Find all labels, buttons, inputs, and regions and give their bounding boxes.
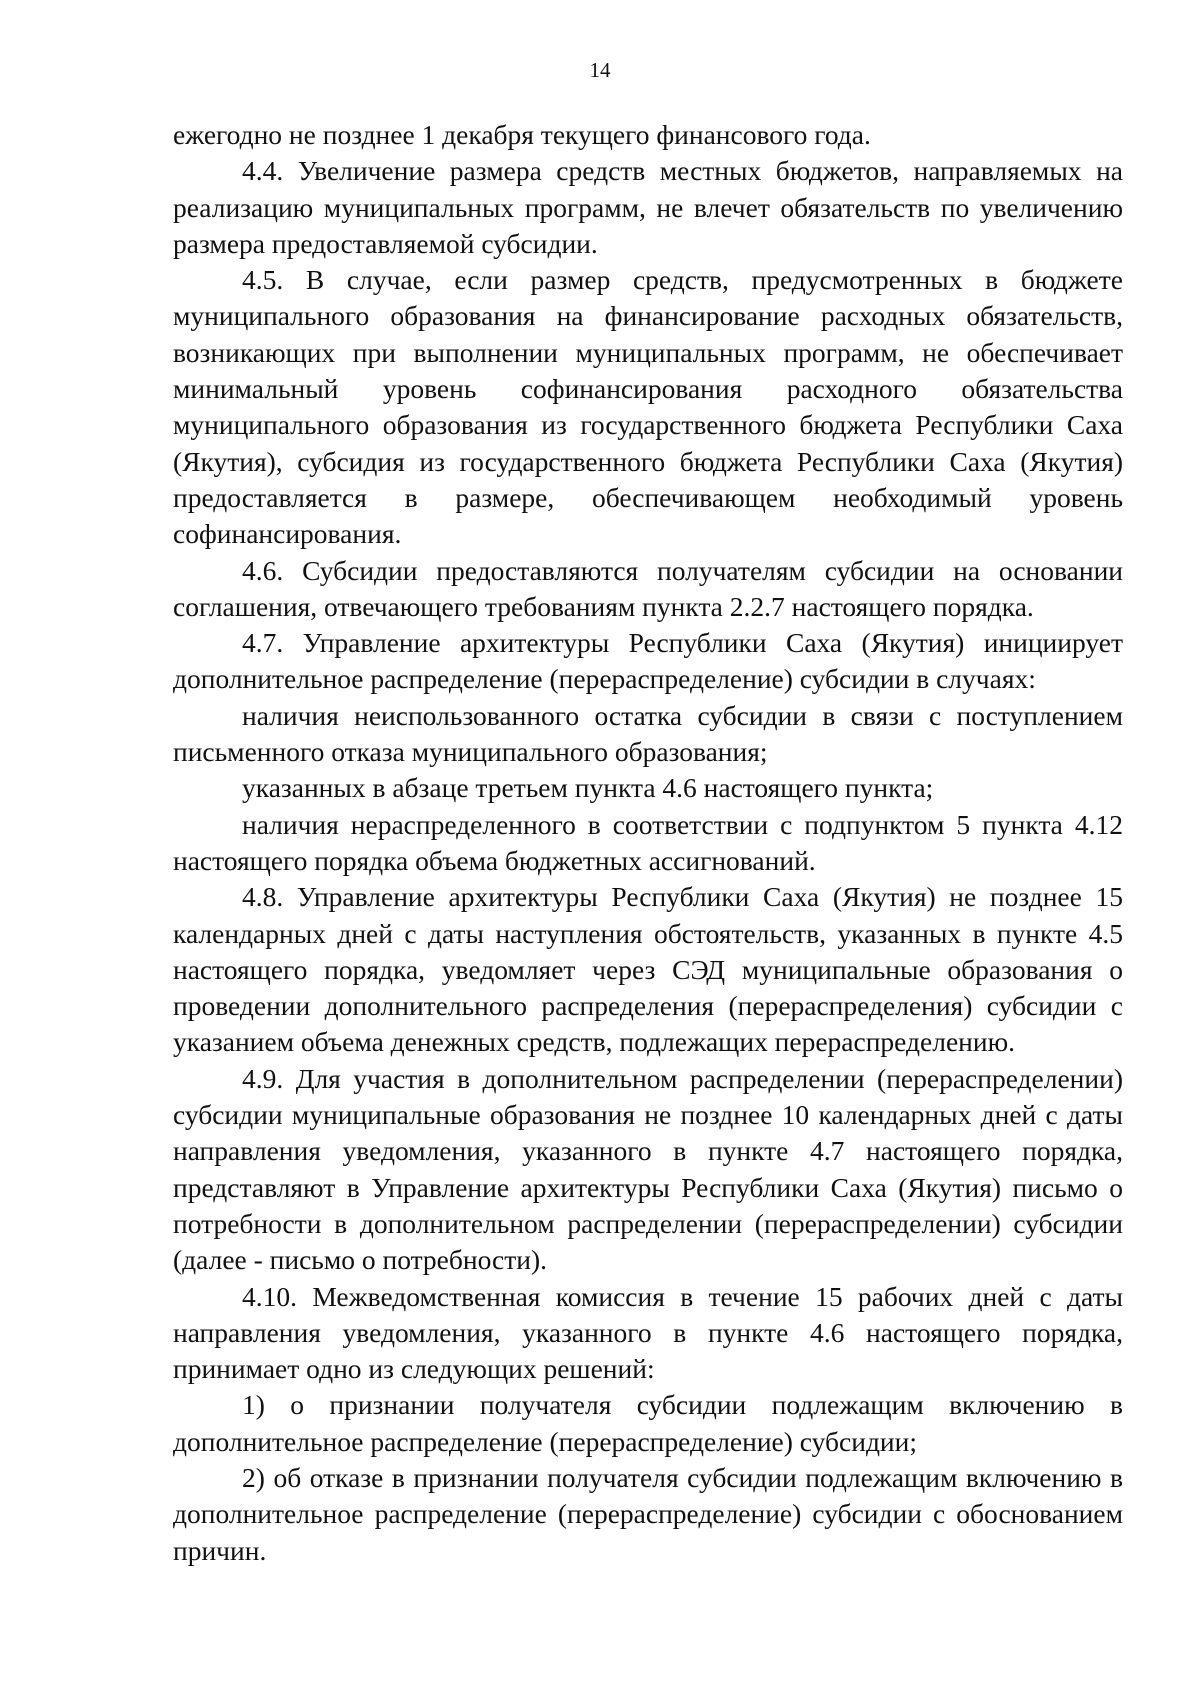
paragraph-4-6: 4.6. Субсидии предоставляются получателям субсидии на основании соглашения, отвечающего требованиям пункта 2.2.7 настоящего порядка. bbox=[173, 554, 1123, 622]
paragraph-4-10-decision-1: 1) о признании получателя субсидии подлежащим включению в дополнительное распределение (перераспределение) субсидии; bbox=[173, 1389, 1123, 1457]
page-number: 14 bbox=[589, 58, 611, 82]
paragraph-4-7-case-2: указанных в абзаце третьем пункта 4.6 настоящего пункта; bbox=[242, 772, 934, 804]
document-body bbox=[173, 117, 1123, 1569]
paragraph-4-10-decision-2: 2) об отказе в признании получателя субсидии подлежащим включению в дополнительное распределение (перераспределение) субсидии с обоснованием причин. bbox=[173, 1461, 1123, 1566]
paragraph-4-9: 4.9. Для участия в дополнительном распределении (перераспределении) субсидии муниципальные образования не позднее 10 календарных дней с даты направления уведомления, указанного в пункте 4.7 настоящего порядка, представляют в Управление архитектуры Республики Саха (Якутия) письмо о потребности в дополнительном распределении (перераспределении) субсидии (далее - письмо о потребности). bbox=[173, 1062, 1123, 1276]
paragraph-4-10: 4.10. Межведомственная комиссия в течение 15 рабочих дней с даты направления уведомления, указанного в пункте 4.6 настоящего порядка, принимает одно из следующих решений: bbox=[173, 1280, 1123, 1385]
paragraph-continuation: ежегодно не позднее 1 декабря текущего финансового года. bbox=[173, 119, 871, 150]
paragraph-4-7-case-1: наличия неиспользованного остатка субсидии в связи с поступлением письменного отказа муниципального образования; bbox=[173, 699, 1123, 768]
paragraph-4-4: 4.4. Увеличение размера средств местных бюджетов, направляемых на реализацию муниципальных программ, не влечет обязательств по увеличению размера предоставляемой субсидии. bbox=[173, 155, 1123, 259]
paragraph-4-8: 4.8. Управление архитектуры Республики Саха (Якутия) не позднее 15 календарных дней с даты наступления обстоятельств, указанных в пункте 4.5 настоящего порядка, уведомляет через СЭД муниципальные образования о проведении дополнительного распределения (перераспределения) субсидии с указанием объема денежных средств, подлежащих перераспределению. bbox=[173, 881, 1123, 1058]
paragraph-4-7: 4.7. Управление архитектуры Республики Саха (Якутия) инициирует дополнительное распределение (перераспределение) субсидии в случаях: bbox=[173, 627, 1123, 695]
paragraph-4-5: 4.5. В случае, если размер средств, предусмотренных в бюджете муниципального образования на финансирование расходных обязательств, возникающих при выполнении муниципальных программ, не обеспечивает минимальный уровень софинансирования расходного обязательства муниципального образования из государственного бюджета Республики Саха (Якутия), субсидия из государственного бюджета Республики Саха (Якутия) предоставляется в размере, обеспечивающем необходимый уровень софинансирования. bbox=[173, 264, 1123, 550]
paragraph-4-7-case-3: наличия нераспределенного в соответствии с подпунктом 5 пункта 4.12 настоящего порядка объема бюджетных ассигнований. bbox=[173, 808, 1123, 876]
